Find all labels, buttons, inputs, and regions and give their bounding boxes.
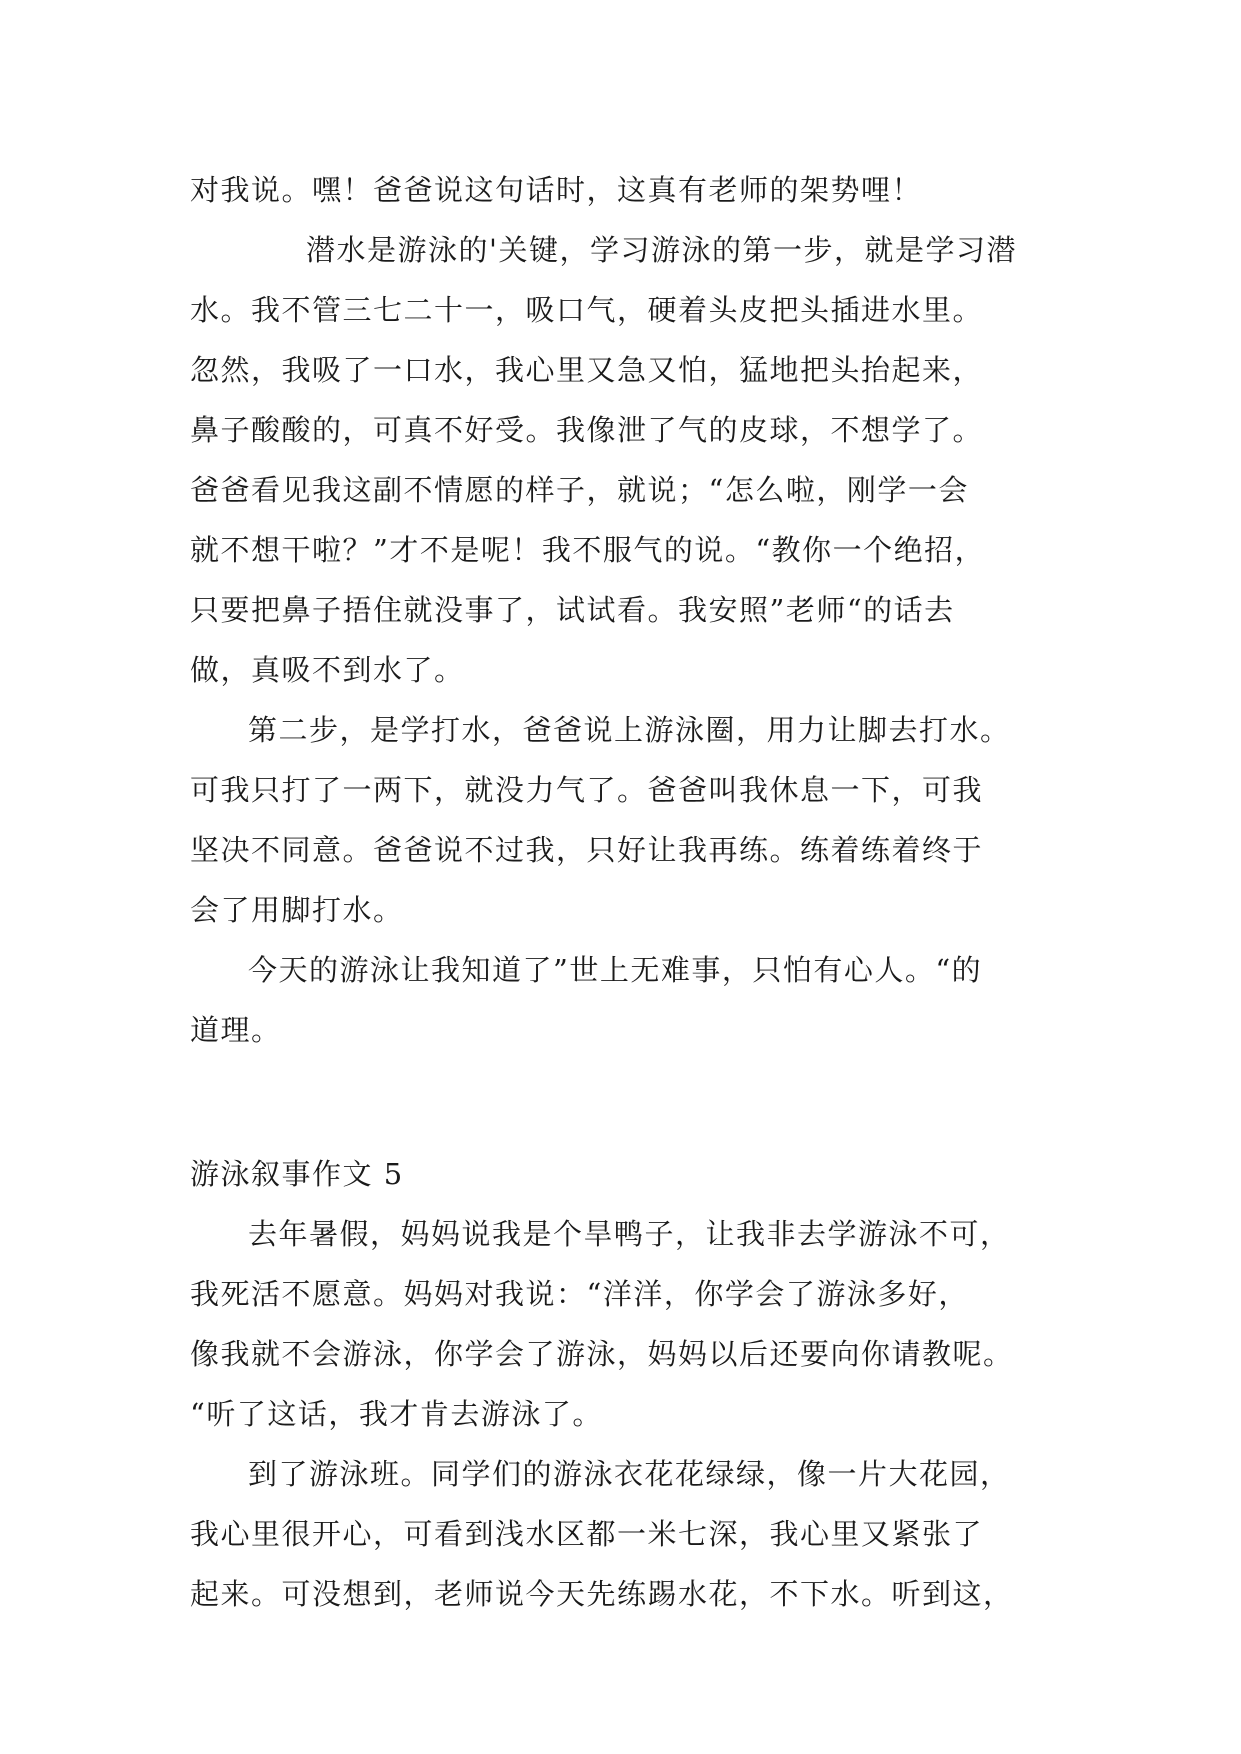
text-line: “听了这话，我才肯去游泳了。	[190, 1397, 603, 1431]
paragraph-continued	[190, 160, 1070, 220]
text-line: 鼻子酸酸的，可真不好受。我像泄了气的皮球，不想学了。	[190, 413, 984, 447]
text-line: 道理。	[190, 1013, 282, 1047]
text-line: 今天的游泳让我知道了”世上无难事，只怕有心人。“的	[248, 953, 983, 987]
text-line: 会了用脚打水。	[190, 893, 404, 927]
text-line: 对我说。嘿！爸爸说这句话时，这真有老师的架势哩！	[190, 173, 923, 207]
text-line: 就不想干啦？”才不是呢！我不服气的说。“教你一个绝招，	[190, 533, 986, 567]
paragraph-swim-class	[190, 1444, 1070, 1624]
document-page	[190, 160, 1070, 1624]
text-line: 去年暑假，妈妈说我是个旱鸭子，让我非去学游泳不可，	[248, 1217, 1011, 1251]
paragraph-conclusion	[190, 940, 1070, 1060]
text-line: 到了游泳班。同学们的游泳衣花花绿绿，像一片大花园，	[248, 1457, 1011, 1491]
paragraph-kicking	[190, 700, 1070, 940]
text-line: 忽然，我吸了一口水，我心里又急又怕，猛地把头抬起来，	[190, 353, 984, 387]
text-line: 我死活不愿意。妈妈对我说：“洋洋，你学会了游泳多好，	[190, 1277, 969, 1311]
text-line: 坚决不同意。爸爸说不过我，只好让我再练。练着练着终于	[190, 833, 984, 867]
text-line: 第二步，是学打水，爸爸说上游泳圈，用力让脚去打水。	[248, 713, 1011, 747]
paragraph-diving	[190, 220, 1070, 700]
text-line: 可我只打了一两下，就没力气了。爸爸叫我休息一下，可我	[190, 773, 984, 807]
text-line: 像我就不会游泳，你学会了游泳，妈妈以后还要向你请教呢。	[190, 1337, 1014, 1371]
text-line: 只要把鼻子捂住就没事了，试试看。我安照”老师“的话去	[190, 593, 955, 627]
text-line: 水。我不管三七二十一，吸口气，硬着头皮把头插进水里。	[190, 293, 984, 327]
section-title-text: 游泳叙事作文 5	[190, 1157, 404, 1191]
text-line: 我心里很开心，可看到浅水区都一米七深，我心里又紧张了	[190, 1517, 984, 1551]
text-line: 潜水是游泳的'关键，学习游泳的第一步，就是学习潜	[306, 233, 1017, 267]
text-line: 起来。可没想到，老师说今天先练踢水花，不下水。听到这，	[190, 1577, 1014, 1611]
paragraph-summer	[190, 1204, 1070, 1444]
section-title	[190, 1144, 1070, 1204]
text-line: 做，真吸不到水了。	[190, 653, 465, 687]
text-line: 爸爸看见我这副不情愿的样子，就说；“怎么啦，刚学一会	[190, 473, 969, 507]
